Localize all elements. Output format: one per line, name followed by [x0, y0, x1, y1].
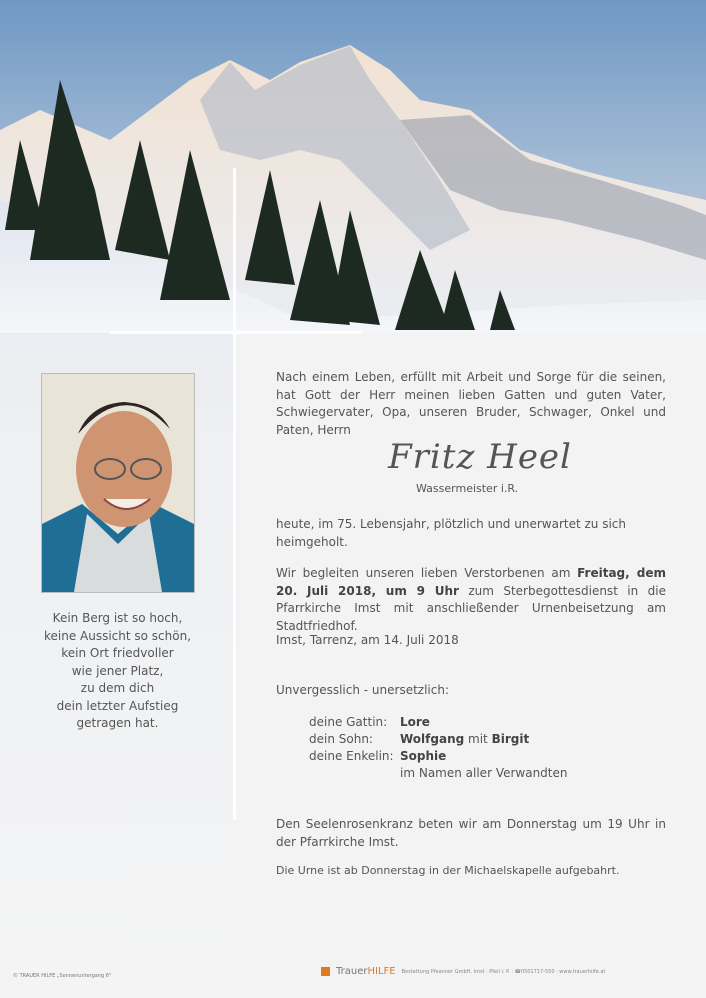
footer-info: Bestattung Pfeanner GmbH, Imst · Pfeil i. P. · ☎0501717-550 · www.trauerhilfe.at: [401, 968, 606, 975]
intro-text: Nach einem Leben, erfüllt mit Arbeit und Sorge für die seinen, hat Gott der Herr meinen lieben Gatten und guten Vater, Schwiegervater, Opa, unseren Bruder, Schwager, Onkel und Paten, Herrn: [276, 370, 666, 437]
mountain-photo: [0, 0, 706, 333]
funeral-details: [276, 565, 666, 635]
funeral-text-after: zum Sterbegottesdienst in die Pfarrkirche Imst mit anschließender Urnenbeisetzung am Stadtfriedhof.: [276, 583, 666, 633]
trauerhilfe-logo-icon: [321, 967, 330, 976]
family-connector: mit: [464, 732, 492, 746]
poem-line: wie jener Platz,: [71, 663, 164, 678]
logo-accent: HILFE: [367, 966, 396, 977]
deceased-name: Fritz Heel: [388, 437, 572, 477]
footer: [321, 966, 605, 977]
cross-horizontal-bar: [110, 331, 361, 334]
deceased-role: Wassermeister i.R.: [416, 482, 519, 495]
place-date: Imst, Tarrenz, am 14. Juli 2018: [276, 633, 459, 647]
poem-line: kein Ort friedvoller: [61, 646, 174, 660]
family-footer: im Namen aller Verwandten: [400, 766, 568, 780]
urn-notice: Die Urne ist ab Donnerstag in der Michaelskapelle aufgebahrt.: [276, 864, 620, 877]
unforgettable-heading: Unvergesslich - unersetzlich:: [276, 683, 450, 697]
rosary-notice: Den Seelenrosenkranz beten wir am Donnerstag um 19 Uhr in der Pfarrkirche Imst.: [276, 817, 666, 849]
funeral-date: Freitag, dem 20. Juli 2018, um 9 Uhr: [276, 566, 666, 598]
logo-prefix: Trauer: [336, 966, 368, 977]
family-row: [309, 714, 568, 731]
poem-line: getragen hat.: [76, 716, 159, 730]
family-relation: deine Enkelin:: [309, 749, 394, 763]
poem-line: Kein Berg ist so hoch,: [52, 611, 183, 625]
family-list: [309, 714, 568, 782]
poem-line: dein letzter Aufstieg: [56, 698, 179, 713]
funeral-text-before: Wir begleiten unseren lieben Verstorbenen am: [276, 566, 578, 580]
death-notice: heute, im 75. Lebensjahr, plötzlich und unerwartet zu sich heimgeholt.: [276, 517, 626, 549]
trauerhilfe-logo: [336, 966, 396, 977]
poem-line: keine Aussicht so schön,: [43, 628, 192, 643]
cross-vertical-bar: [233, 168, 236, 820]
family-name: Sophie: [400, 749, 447, 763]
family-relation: deine Gattin:: [309, 715, 388, 729]
portrait-photo: [41, 373, 195, 593]
family-relation: dein Sohn:: [309, 732, 373, 746]
family-name: Lore: [400, 715, 430, 729]
family-row: [309, 748, 568, 765]
family-row: [309, 731, 568, 748]
poem-line: zu dem dich: [80, 681, 155, 695]
memorial-poem: [30, 610, 205, 733]
family-row: [309, 765, 568, 782]
family-name: Wolfgang: [400, 732, 465, 746]
family-partner-name: Birgit: [491, 732, 530, 746]
copyright-note: © TRAUER HILFE „Sonnenuntergang 6": [13, 973, 112, 979]
